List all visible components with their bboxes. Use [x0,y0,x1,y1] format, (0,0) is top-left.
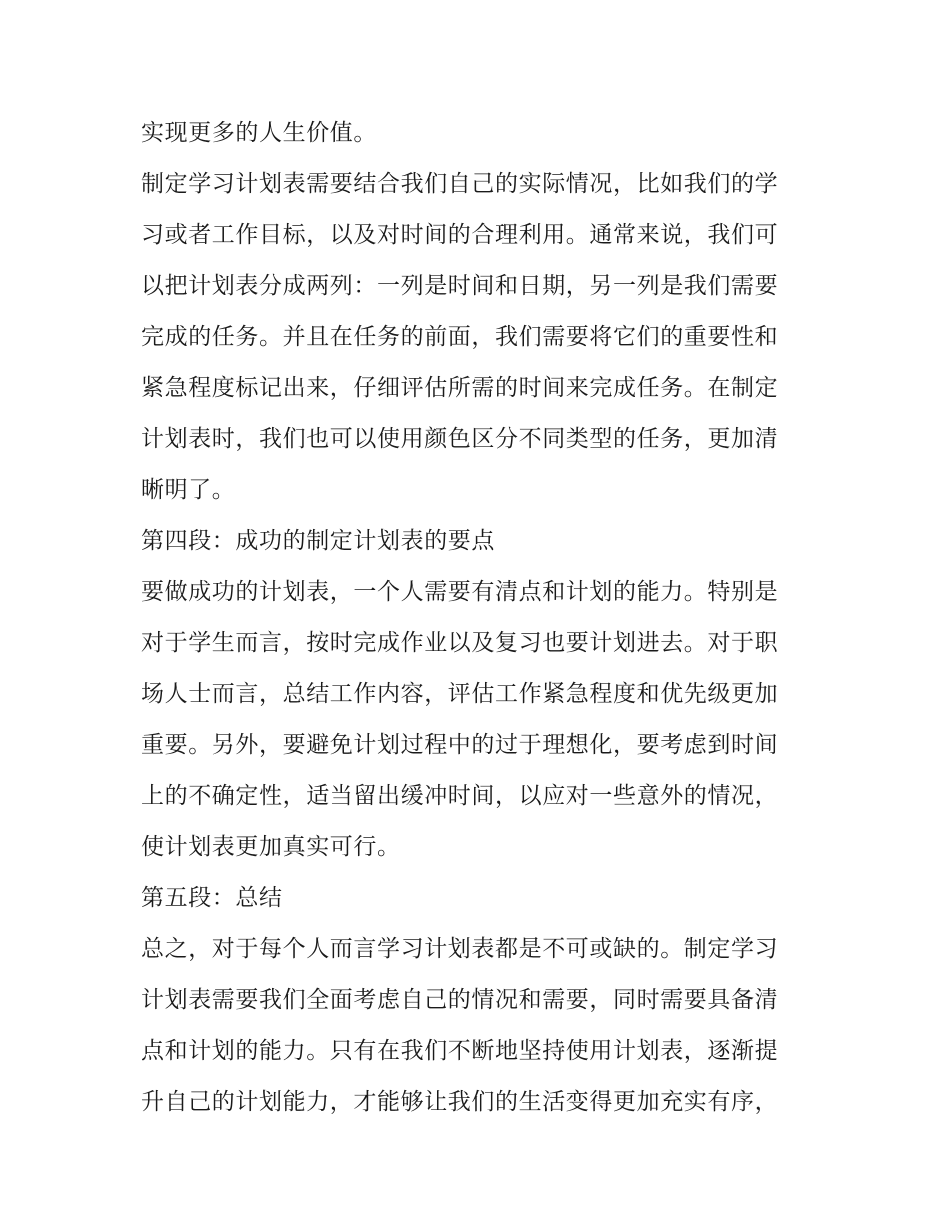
text-line: 总之，对于每个人而言学习计划表都是不可或缺的。制定学习 [141,936,779,962]
text-line: 上的不确定性，适当留出缓冲时间，以应对一些意外的情况， [141,783,779,809]
text-line: 实现更多的人生价值。 [141,120,377,146]
text-line: 制定学习计划表需要结合我们自己的实际情况，比如我们的学 [141,171,779,197]
document-body [141,108,813,1128]
text-line: 使计划表更加真实可行。 [141,834,401,860]
text-line: 计划表时，我们也可以使用颜色区分不同类型的任务，更加清 [141,426,779,452]
text-line: 场人士而言，总结工作内容，评估工作紧急程度和优先级更加 [141,681,779,707]
text-line: 升自己的计划能力，才能够让我们的生活变得更加充实有序， [141,1089,779,1115]
text-line: 要做成功的计划表，一个人需要有清点和计划的能力。特别是 [141,579,779,605]
text-line: 以把计划表分成两列：一列是时间和日期，另一列是我们需要 [141,273,779,299]
section-heading: 第四段：成功的制定计划表的要点 [141,528,495,554]
text-line: 习或者工作目标，以及对时间的合理利用。通常来说，我们可 [141,222,779,248]
text-line: 对于学生而言，按时完成作业以及复习也要计划进去。对于职 [141,630,779,656]
text-line: 完成的任务。并且在任务的前面，我们需要将它们的重要性和 [141,324,779,350]
text-line: 紧急程度标记出来，仔细评估所需的时间来完成任务。在制定 [141,375,779,401]
text-line: 重要。另外，要避免计划过程中的过于理想化，要考虑到时间 [141,732,779,758]
text-line: 点和计划的能力。只有在我们不断地坚持使用计划表，逐渐提 [141,1038,779,1064]
text-line: 计划表需要我们全面考虑自己的情况和需要，同时需要具备清 [141,987,779,1013]
text-line: 晰明了。 [141,477,236,503]
section-heading: 第五段：总结 [141,885,283,911]
